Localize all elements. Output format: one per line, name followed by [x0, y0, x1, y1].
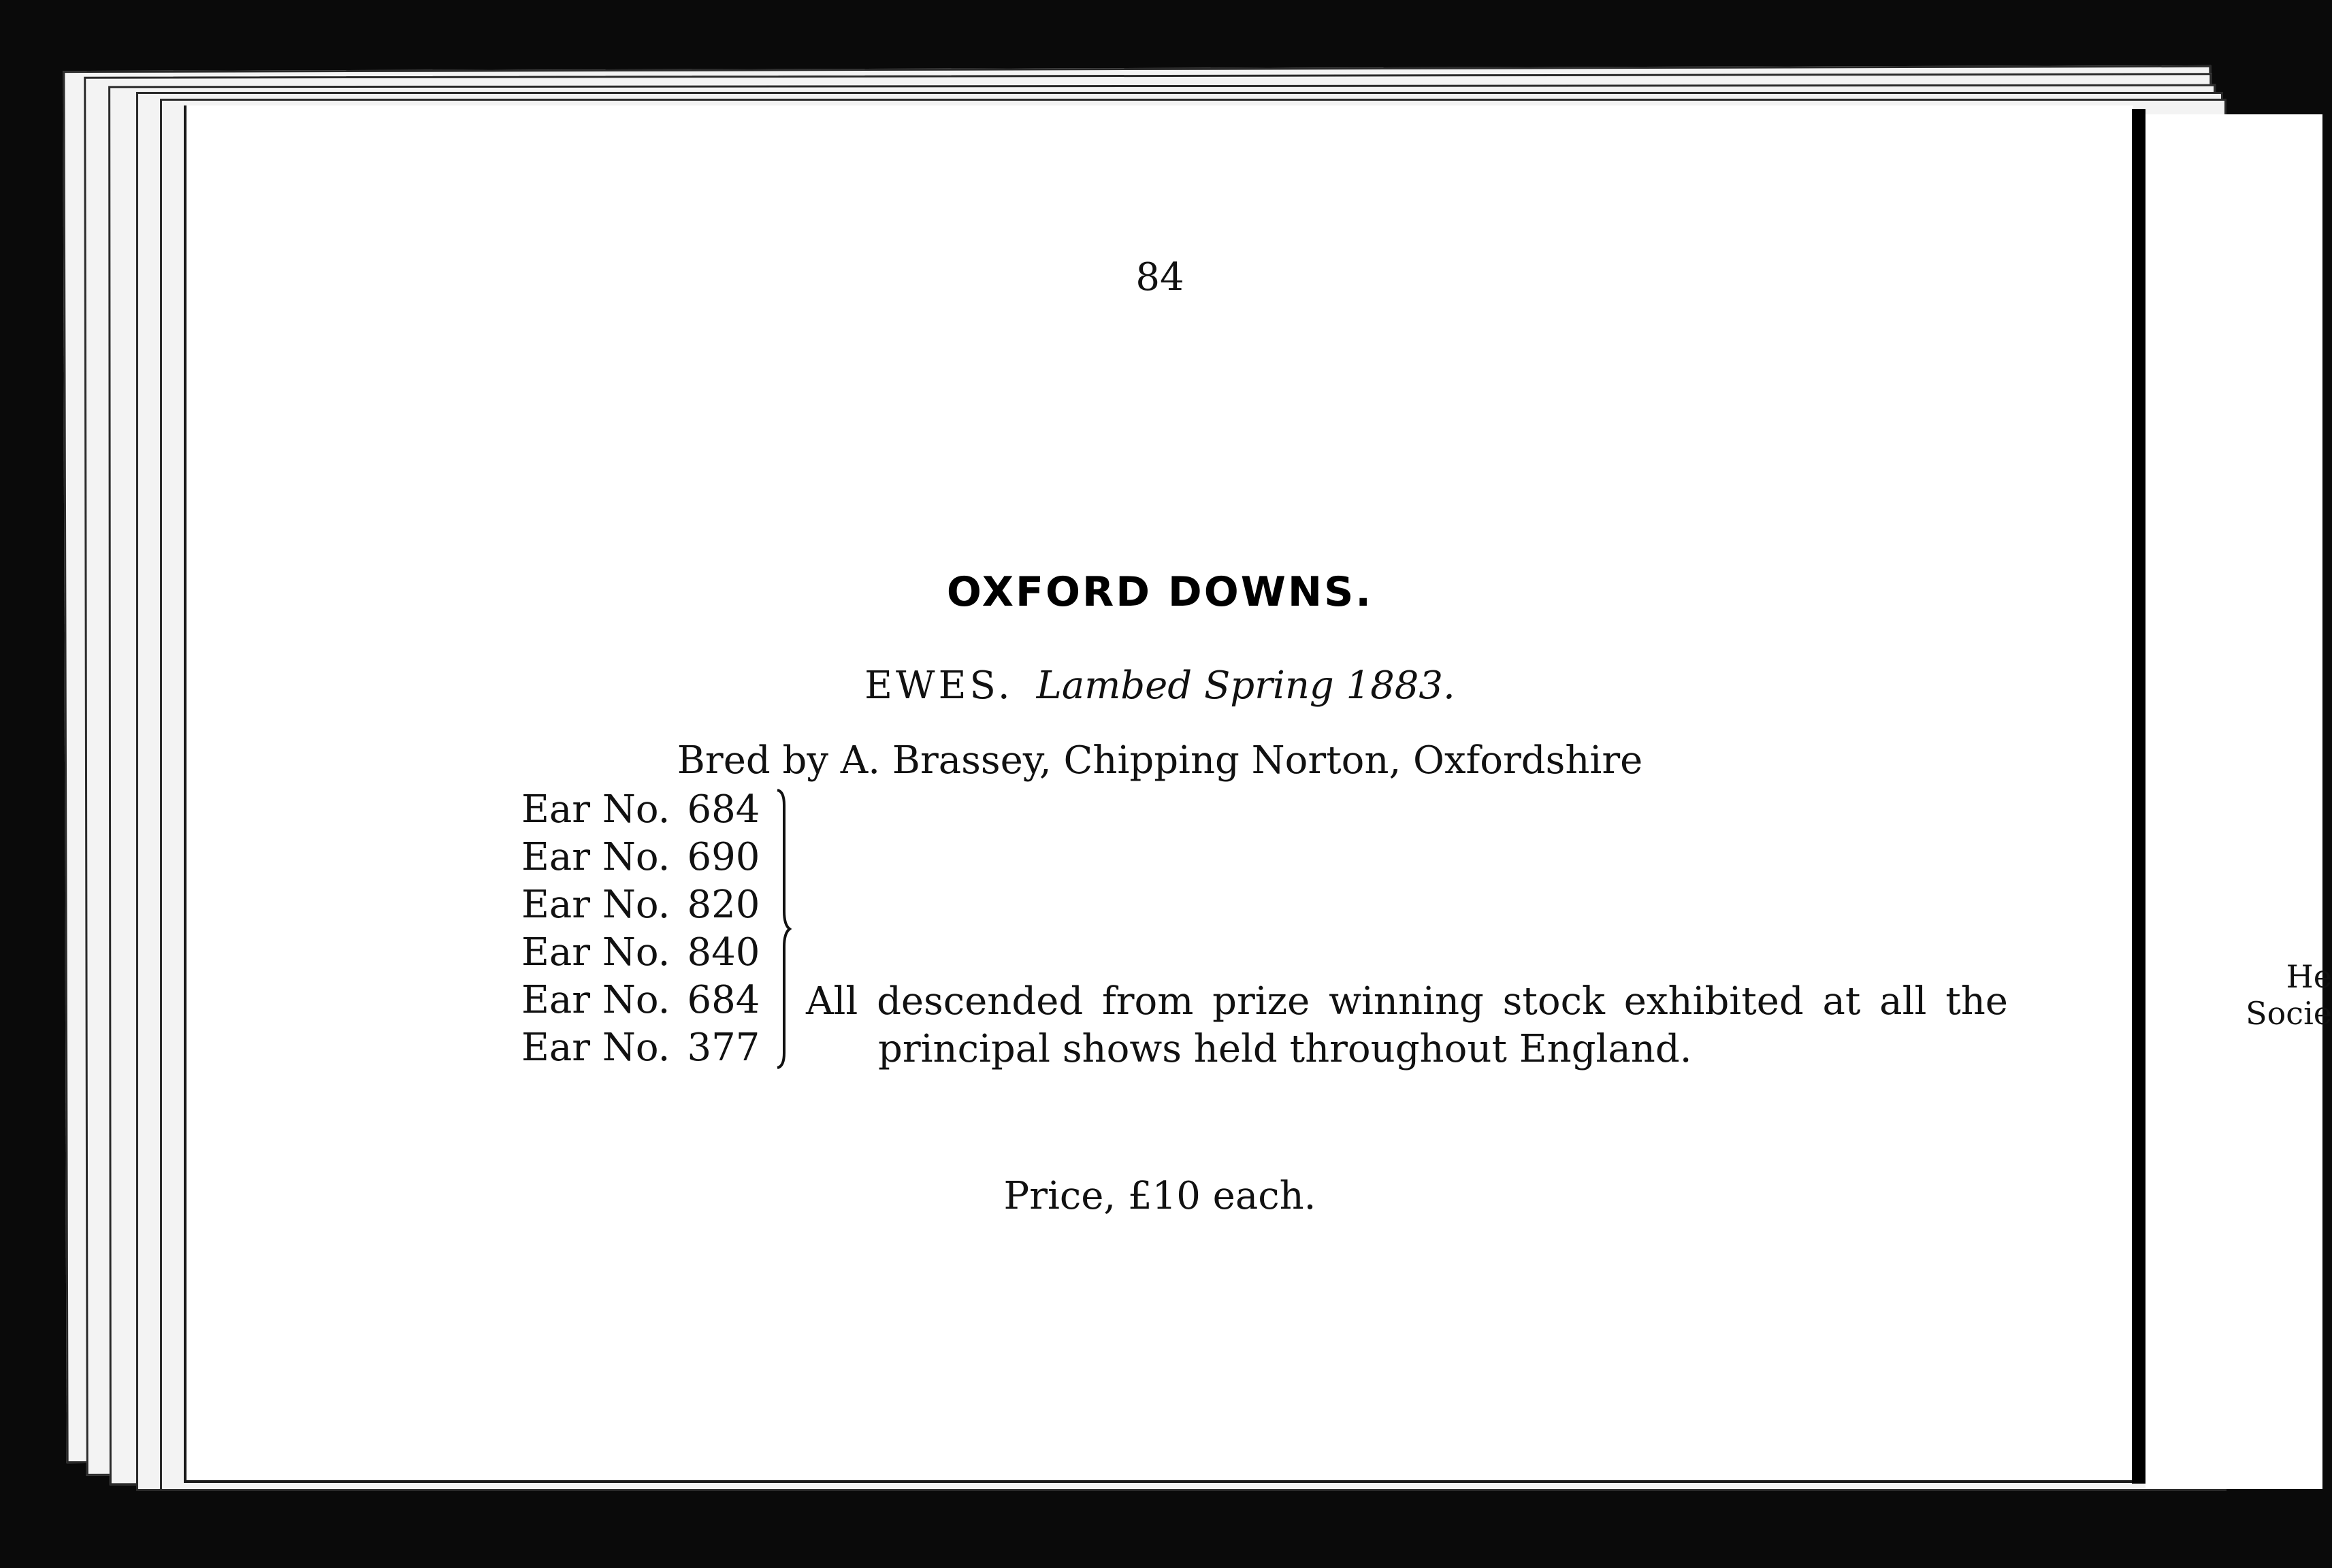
description-line-2: principal shows held throughout England.: [878, 1027, 1692, 1071]
page-number: 84: [1135, 255, 1184, 299]
ear-tag-item: [521, 786, 760, 834]
description: [806, 978, 2276, 1073]
description-line-1: All descended from prize winning stock exhibited at all the: [806, 979, 2008, 1024]
ear-tag-number: 377: [687, 1026, 760, 1070]
ear-tag-number: 684: [687, 787, 760, 832]
subtitle: [187, 664, 2133, 708]
ear-tag-label: Ear No.: [521, 978, 670, 1022]
section-title: OXFORD DOWNS.: [946, 568, 1374, 616]
ear-tag-item: [521, 834, 760, 881]
ear-tag-item: [521, 929, 760, 977]
ear-tag-label: Ear No.: [521, 787, 670, 832]
adjacent-page: [2145, 114, 2332, 1489]
book-gutter: [2132, 109, 2145, 1484]
breeder-line: Bred by A. Brassey, Chipping Norton, Oxfordshire: [677, 738, 1643, 783]
ear-tag-number: 840: [687, 930, 760, 975]
ear-tag-item: [521, 881, 760, 929]
ear-tag-list: [521, 786, 760, 1072]
ear-tag-label: Ear No.: [521, 1026, 670, 1070]
ear-tag-item: [521, 1024, 760, 1072]
adjacent-page-text-1: He: [2286, 958, 2332, 995]
ear-tag-label: Ear No.: [521, 883, 670, 927]
subtitle-italic: Lambed Spring 1883.: [1036, 664, 1455, 708]
ear-tag-number: 690: [687, 835, 760, 879]
ear-tag-label: Ear No.: [521, 930, 670, 975]
ear-tag-number: 820: [687, 883, 760, 927]
subtitle-caps: EWES.: [864, 664, 1014, 708]
book-page: [184, 105, 2133, 1483]
curly-brace-icon: [775, 789, 791, 1069]
ear-tag-number: 684: [687, 978, 760, 1022]
ear-tag-label: Ear No.: [521, 835, 670, 879]
price-line: Price, £10 each.: [1003, 1174, 1316, 1218]
ear-tag-item: [521, 977, 760, 1024]
adjacent-page-text-2: Socie: [2246, 995, 2332, 1032]
